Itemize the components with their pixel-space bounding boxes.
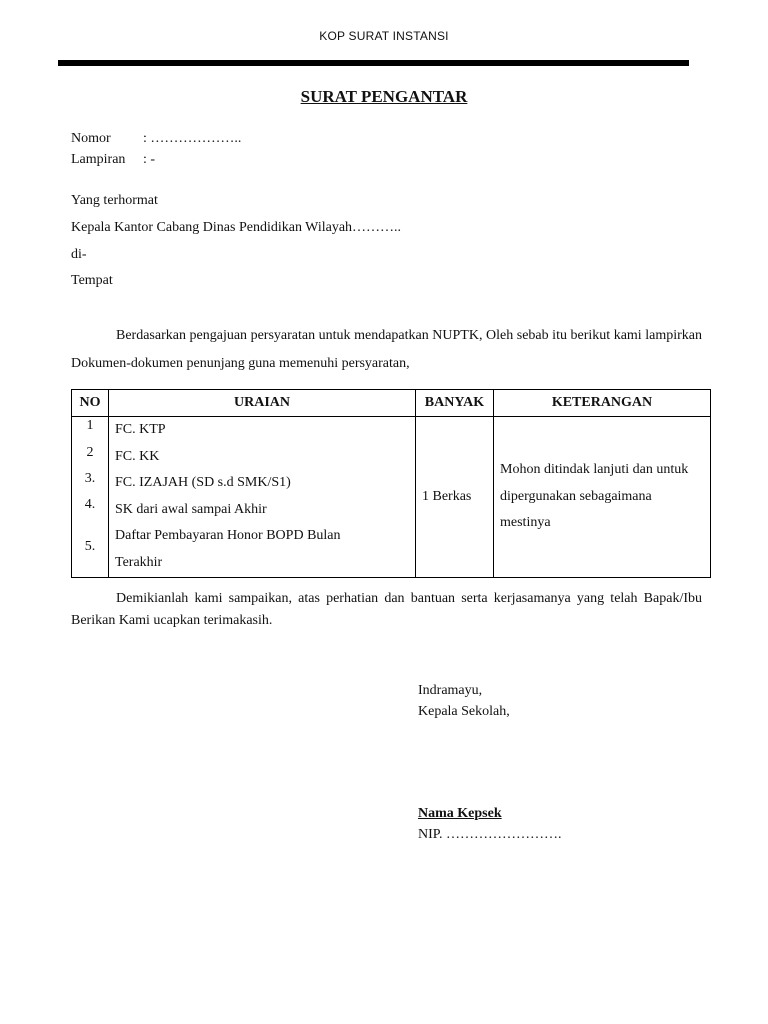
recipient-salutation: Yang terhormat bbox=[71, 193, 158, 208]
row-number: 1 bbox=[86, 418, 94, 433]
header-banyak: BANYAK bbox=[416, 390, 494, 417]
field-lampiran-label: Lampiran bbox=[71, 152, 126, 167]
field-lampiran bbox=[71, 151, 155, 169]
field-nomor-value: : ……………….. bbox=[143, 131, 242, 146]
letterhead-divider bbox=[58, 60, 689, 66]
recipient-place: Tempat bbox=[71, 273, 113, 288]
row-number: 2 bbox=[86, 445, 94, 460]
row-number: 3. bbox=[84, 471, 96, 486]
body-paragraph: Berdasarkan pengajuan persyaratan untuk mendapatkan NUPTK, Oleh sebab itu berikut kami lampirkan Dokumen-dokumen penunjang guna memenuhi persyaratan, bbox=[71, 328, 702, 371]
list-item: FC. IZAJAH (SD s.d SMK/S1) bbox=[115, 475, 291, 491]
keterangan-cell bbox=[494, 417, 711, 578]
keterangan-line: Mohon ditindak lanjuti dan untuk bbox=[500, 462, 689, 478]
signature-name: Nama Kepsek bbox=[418, 806, 502, 821]
field-nomor-label: Nomor bbox=[71, 131, 111, 146]
table-row bbox=[72, 417, 711, 578]
header-keterangan: KETERANGAN bbox=[494, 390, 711, 417]
letter-title: SURAT PENGANTAR bbox=[300, 87, 468, 106]
recipient-prep: di- bbox=[71, 247, 87, 262]
banyak-cell: 1 Berkas bbox=[416, 417, 494, 578]
list-item: SK dari awal sampai Akhir bbox=[115, 501, 267, 517]
letterhead-label: KOP SURAT INSTANSI bbox=[319, 29, 449, 43]
field-nomor bbox=[71, 130, 241, 148]
list-item: Daftar Pembayaran Honor BOPD Bulan bbox=[115, 528, 341, 544]
signature-nip: NIP. ……………………. bbox=[418, 827, 562, 842]
keterangan-line: mestinya bbox=[500, 515, 551, 531]
row-number: 4. bbox=[84, 497, 96, 512]
header-uraian: URAIAN bbox=[109, 390, 416, 417]
row-number: 5. bbox=[84, 539, 96, 554]
table-header-row bbox=[72, 390, 711, 417]
signature-place: Indramayu, bbox=[418, 683, 483, 698]
list-item: FC. KTP bbox=[115, 422, 166, 437]
field-lampiran-value: : - bbox=[143, 152, 156, 167]
list-item: FC. KK bbox=[115, 448, 160, 464]
signature-role: Kepala Sekolah, bbox=[418, 704, 510, 719]
document-table bbox=[71, 389, 711, 578]
keterangan-line: dipergunakan sebagaimana bbox=[500, 488, 652, 504]
closing-paragraph: Demikianlah kami sampaikan, atas perhatian dan bantuan serta kerjasamanya yang telah Bapak/Ibu Berikan Kami ucapkan terimakasih. bbox=[71, 591, 702, 628]
list-item: Terakhir bbox=[115, 554, 163, 570]
header-no: NO bbox=[72, 390, 109, 417]
number-cell bbox=[72, 417, 109, 578]
recipient-name: Kepala Kantor Cabang Dinas Pendidikan Wilayah……….. bbox=[71, 220, 402, 235]
uraian-cell bbox=[109, 417, 416, 578]
